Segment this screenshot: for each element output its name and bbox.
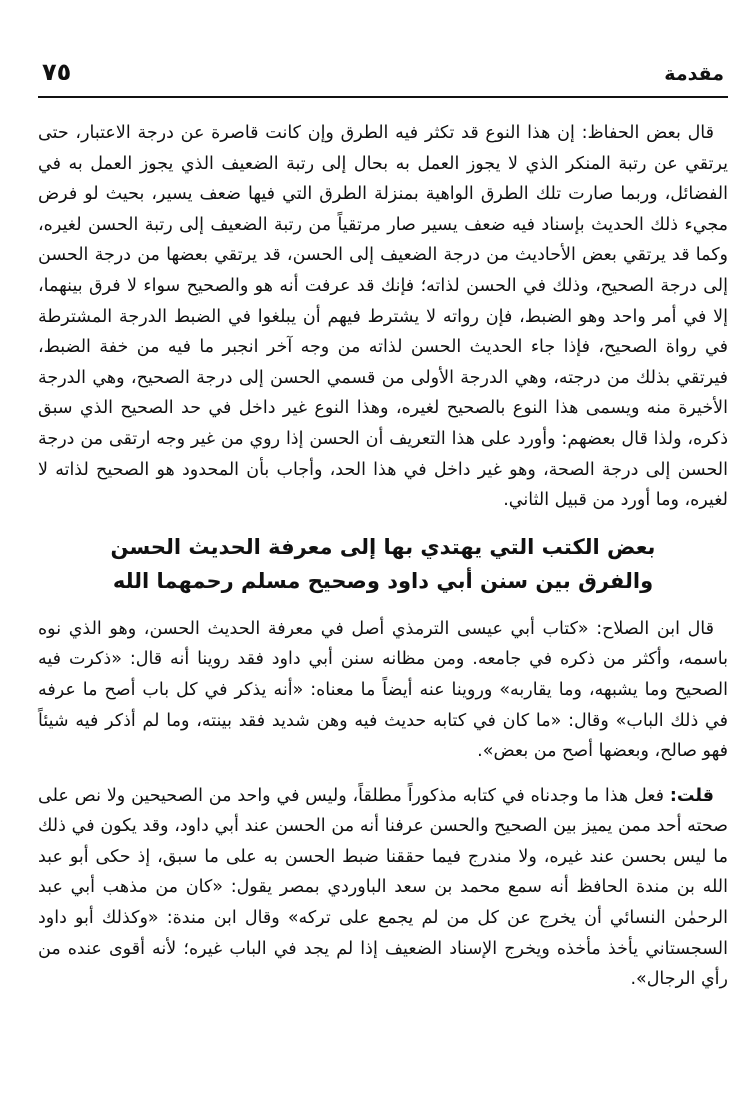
section-heading-line-2: والفرق بين سنن أبي داود وصحيح مسلم رحمهما الله	[112, 568, 654, 593]
paragraph-3	[38, 781, 728, 995]
paragraph-3-text: فعل هذا ما وجدناه في كتابه مذكوراً مطلقاً، وليس في واحد من الصحيحين ولا نص على صحته أحد ممن يميز بين الصحيح والحسن عرفنا أنه من الحسن عند أبي داود، وقد يكون في ذلك ما ليس بحسن عند غيره، ولا مندرج فيما حققنا ضبط الحسن به على ما سبق، إذ حكى أبو عبد الله بن مندة الحافظ أنه سمع محمد بن سعد الباوردي بمصر يقول: «كان من مذهب أبي عبد الرحمٰن النسائي أن يخرج عن كل من لم يجمع على تركه» وقال ابن مندة: «وكذلك أبو داود السجستاني يأخذ مأخذه ويخرج الإسناد الضعيف إذا لم يجد في الباب غيره؛ لأنه أقوى عنده من رأي الرجال».	[38, 785, 728, 990]
paragraph-2: قال ابن الصلاح: «كتاب أبي عيسى الترمذي أصل في معرفة الحديث الحسن، وهو الذي نوه باسمه، وأكثر من ذكره في جامعه. ومن مظانه سنن أبي داود فقد روينا أنه قال: «ذكرت فيه الصحيح وما يشبهه، وما يقاربه» وروينا عنه أيضاً ما معناه: «أنه يذكر في كل باب أصح ما عرفه في ذلك الباب» وقال: «ما كان في كتابه حديث فيه وهن شديد فقد بينته، وما لم أذكر فيه شيئاً فهو صالح، وبعضها أصح من بعض».	[38, 618, 728, 762]
page-number: ٧٥	[42, 58, 72, 86]
paragraph-1: قال بعض الحفاظ: إن هذا النوع قد تكثر فيه الطرق وإن كانت قاصرة عن درجة الاعتبار، حتى يرتقي عن رتبة المنكر الذي لا يجوز العمل به بحال إلى رتبة الضعيف الذي يجوز العمل به في الفضائل، وربما صارت تلك الطرق الواهية بمنزلة الطرق التي فيها ضعف يسير، بحيث لو فرض مجيء ذلك الحديث بإسناد فيه ضعف يسير صار مرتقياً من رتبة الضعيف إلى رتبة الحسن لغيره، وكما قد يرتقي بعض الأحاديث من درجة الضعيف إلى الحسن، قد يرتقي بعضها من درجة الحسن إلى درجة الصحيح، وذلك في الحسن لذاته؛ فإنك قد عرفت أنه هو والصحيح سواء لا فرق بينهما، إلا في أمر واحد وهو الضبط، فإن رواته لا يشترط فيهم أن يبلغوا في الضبط الدرجة المشترطة في رواة الصحيح، فإذا جاء الحديث الحسن لذاته من وجه آخر انجبر ما فيه من خفة الضبط، فيرتقي بذلك من درجته، وهي الدرجة الأولى من قسمي الحسن إلى درجة الصحيح، وهي الدرجة الأخيرة منه ويسمى هذا النوع بالصحيح لغيره، وهذا النوع غير داخل في حد الصحيح الذي سبق ذكره، ولذا قال بعضهم: وأورد على هذا التعريف أن الحسن إذا روي من غير وجه ارتقى من درجة الحسن إلى درجة الصحة، وهو غير داخل في هذا الحد، وأجاب بأن المحدود هو الصحيح لذاته لا لغيره، وما أورد من قبيل الثاني.	[38, 123, 728, 511]
book-page	[38, 58, 728, 995]
header-rule	[38, 96, 728, 98]
running-header	[38, 58, 728, 88]
section-heading-line-1: بعض الكتب التي يهتدي بها إلى معرفة الحديث الحسن	[110, 534, 656, 559]
chapter-title: مقدمة	[664, 63, 724, 85]
paragraph-3-lead: قلت:	[669, 785, 714, 806]
section-heading	[38, 530, 728, 598]
